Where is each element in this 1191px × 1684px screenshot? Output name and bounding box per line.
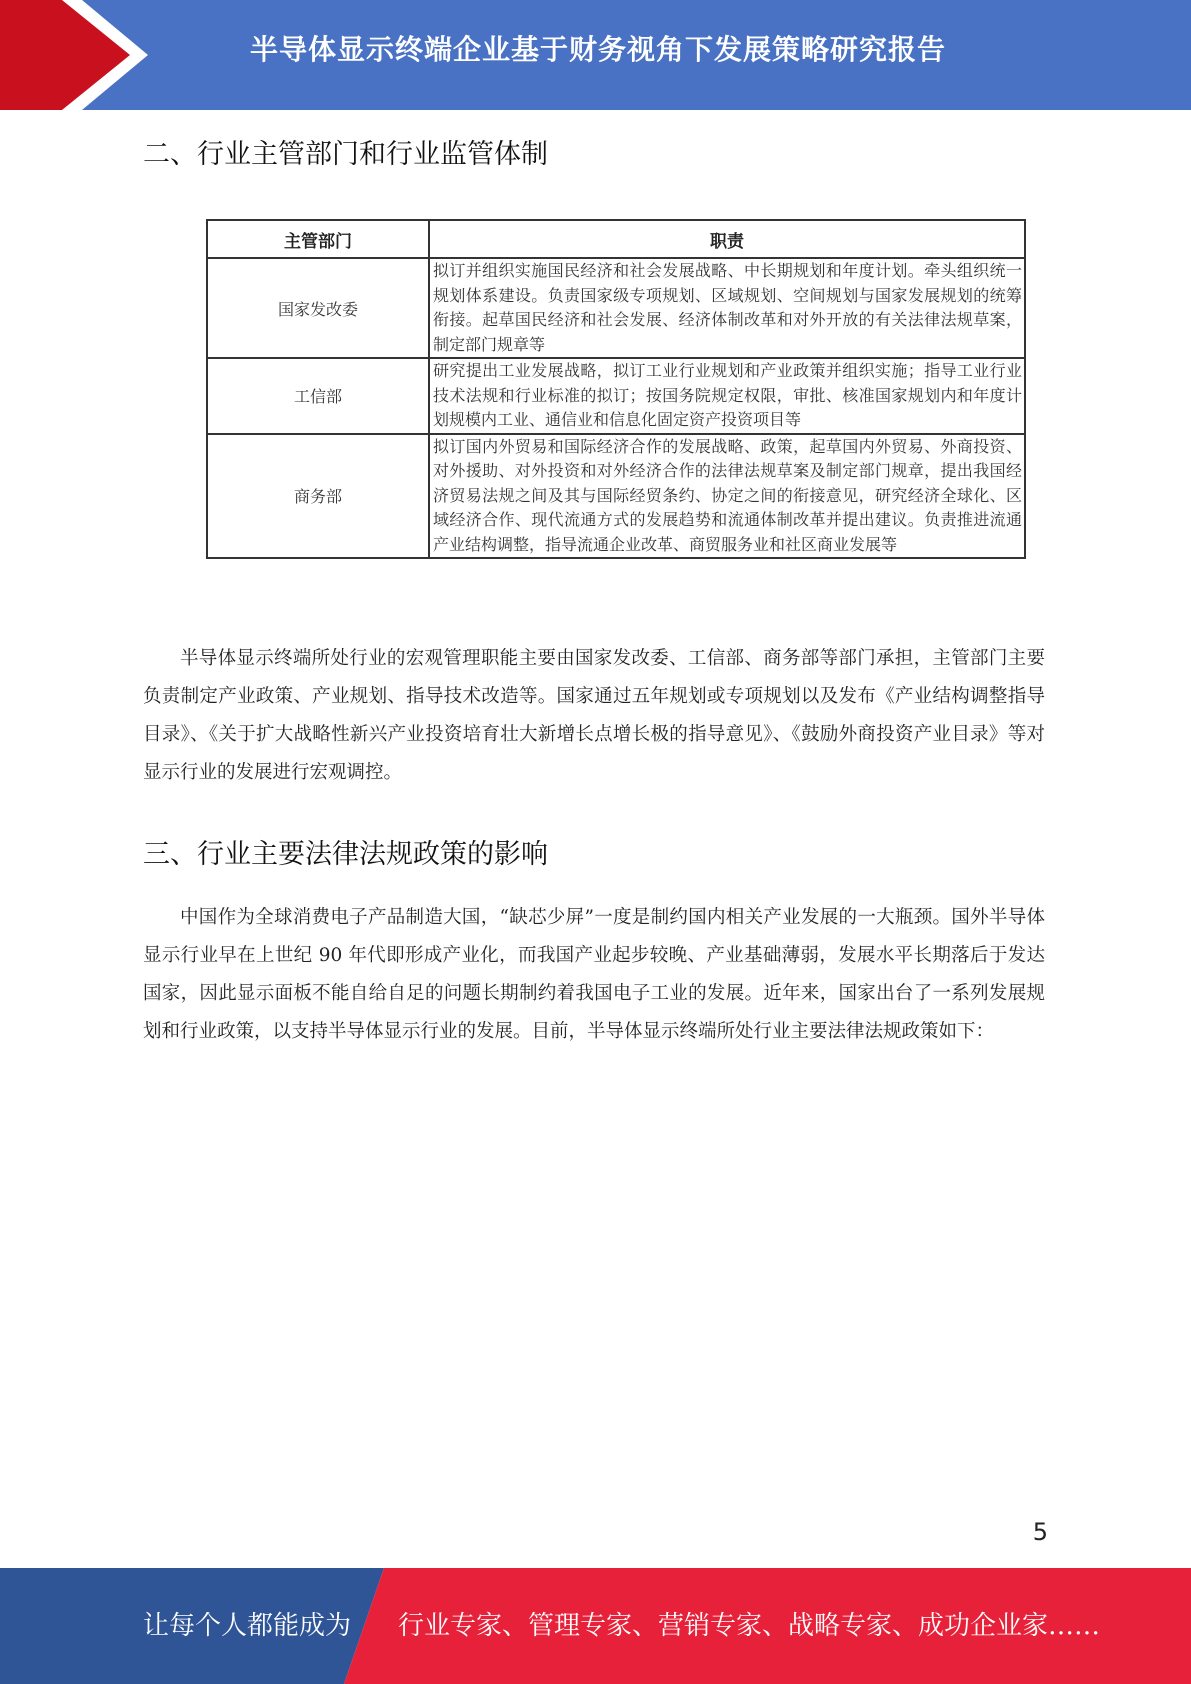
section-title-laws-policies: 三、行业主要法律法规政策的影响 bbox=[143, 839, 548, 870]
body-paragraph-macro-management: 半导体显示终端所处行业的宏观管理职能主要由国家发改委、工信部、商务部等部门承担，主管部门主要负责制定产业政策、产业规划、指导技术改造等。国家通过五年规划或专项规划以及发布《产业结构调整指导目录》、《关于扩大战略性新兴产业投资培育壮大新增长点增长极的指导意见》、《鼓励外商投资产业目录》等对显示行业的发展进行宏观调控。 bbox=[143, 648, 1045, 783]
footer-slogan-left: 让每个人都能成为 bbox=[143, 1611, 352, 1641]
page-number: 5 bbox=[1032, 1518, 1048, 1546]
table-cell-dept: 工信部 bbox=[207, 358, 429, 434]
page-header bbox=[0, 0, 1191, 110]
table-row bbox=[207, 258, 1025, 358]
header-title: 半导体显示终端企业基于财务视角下发展策略研究报告 bbox=[250, 33, 947, 66]
page-footer bbox=[0, 1568, 1191, 1684]
section-title-regulatory-bodies: 二、行业主管部门和行业监管体制 bbox=[143, 139, 548, 170]
table-cell-dept: 国家发改委 bbox=[207, 258, 429, 358]
table-cell-dept: 商务部 bbox=[207, 434, 429, 559]
table-row bbox=[207, 434, 1025, 559]
regulator-duty-table bbox=[206, 219, 1026, 559]
table-row bbox=[207, 358, 1025, 434]
table-cell-duty: 拟订并组织实施国民经济和社会发展战略、中长期规划和年度计划。牵头组织统一规划体系建设。负责国家级专项规划、区域规划、空间规划与国家发展规划的统筹衔接。起草国民经济和社会发展、经济体制改革和对外开放的有关法律法规草案，制定部门规章等 bbox=[429, 258, 1025, 358]
table-header-row bbox=[207, 220, 1025, 258]
body-paragraph-industry-background: 中国作为全球消费电子产品制造大国，“缺芯少屏”一度是制约国内相关产业发展的一大瓶颈。国外半导体显示行业早在上世纪 90 年代即形成产业化，而我国产业起步较晚、产业基础薄弱，发展水平长期落后于发达国家，因此显示面板不能自给自足的问题长期制约着我国电子工业的发展。近年来，国家出台了一系列发展规划和行业政策，以支持半导体显示行业的发展。目前，半导体显示终端所处行业主要法律法规政策如下： bbox=[143, 907, 1045, 1042]
table-header-dept: 主管部门 bbox=[207, 220, 429, 258]
table-cell-duty: 拟订国内外贸易和国际经济合作的发展战略、政策，起草国内外贸易、外商投资、对外援助、对外投资和对外经济合作的法律法规草案及制定部门规章，提出我国经济贸易法规之间及其与国际经贸条约、协定之间的衔接意见，研究经济全球化、区域经济合作、现代流通方式的发展趋势和流通体制改革并提出建议。负责推进流通产业结构调整，指导流通企业改革、商贸服务业和社区商业发展等 bbox=[429, 434, 1025, 559]
table-cell-duty: 研究提出工业发展战略，拟订工业行业规划和产业政策并组织实施；指导工业行业技术法规和行业标准的拟订；按国务院规定权限，审批、核准国家规划内和年度计划规模内工业、通信业和信息化固定资产投资项目等 bbox=[429, 358, 1025, 434]
footer-slogan-right: 行业专家、管理专家、营销专家、战略专家、成功企业家…… bbox=[398, 1611, 1101, 1641]
table-header-duty: 职责 bbox=[429, 220, 1025, 258]
